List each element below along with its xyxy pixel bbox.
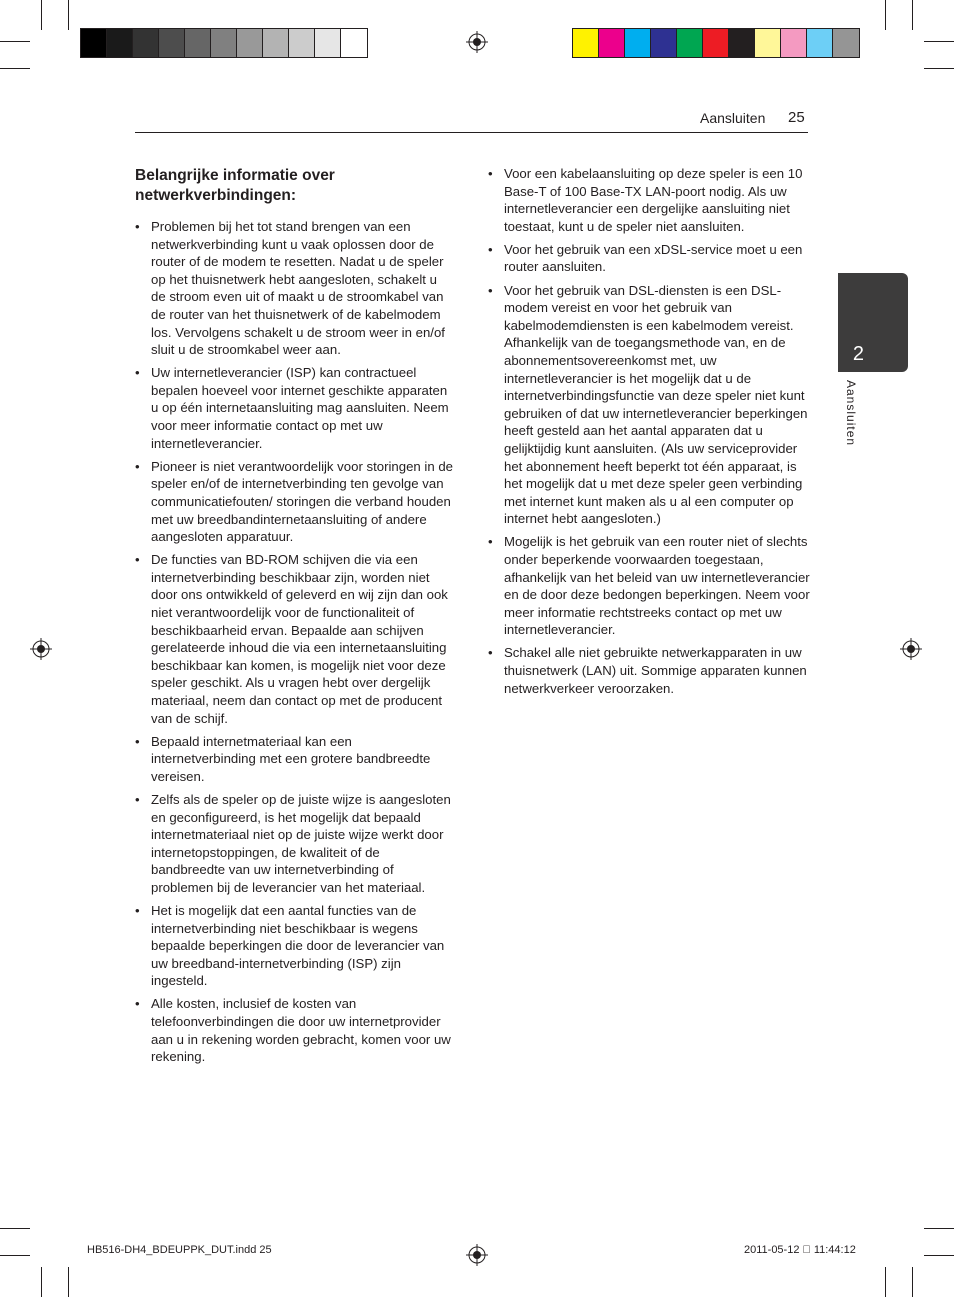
list-item: [488, 165, 810, 235]
registration-mark-icon: [30, 638, 52, 660]
color-swatch: [237, 29, 263, 57]
color-swatch: [289, 29, 315, 57]
color-swatch: [107, 29, 133, 57]
color-swatch: [211, 29, 237, 57]
bullet-icon: •: [488, 534, 493, 550]
bullet-icon: •: [135, 902, 140, 918]
registration-mark-icon: [466, 1244, 488, 1266]
list-item: [488, 241, 810, 276]
bullet-icon: •: [135, 996, 140, 1012]
bullet-icon: •: [135, 219, 140, 234]
list-item: [135, 364, 455, 452]
footer-timestamp: 2011-05-12   11:44:12: [744, 1244, 856, 1256]
bullet-icon: •: [135, 791, 140, 807]
crop-mark: [924, 41, 954, 42]
right-bullet-list: [488, 165, 810, 703]
list-item-text: Alle kosten, inclusief de kosten van telefoonverbindingen die door uw internetprovider aan u in rekening worden gebracht, komen voor uw rekening.: [151, 996, 451, 1065]
color-swatch: [599, 29, 625, 57]
crop-mark: [885, 1267, 886, 1297]
crop-mark: [912, 0, 913, 30]
registration-mark-icon: [466, 31, 488, 53]
list-item-text: Voor een kabelaansluiting op deze speler is een 10 Base-T of 100 Base-TX LAN-poort nodig. Als uw internetleverancier een dergelijke aansluiting niet toestaat, kunt u de speler niet aansluiten.: [504, 166, 803, 234]
crop-mark: [68, 1267, 69, 1297]
process-color-bar: [572, 28, 860, 58]
crop-mark: [924, 1255, 954, 1256]
bullet-icon: •: [488, 166, 493, 181]
crop-mark: [924, 68, 954, 69]
chapter-tab: [838, 273, 908, 372]
list-item: [135, 791, 455, 897]
list-item: [488, 282, 810, 528]
list-item-text: Voor het gebruik van een xDSL-service moet u een router aansluiten.: [504, 241, 803, 275]
crop-mark: [0, 68, 30, 69]
crop-mark: [924, 1228, 954, 1229]
list-item-text: Zelfs als de speler op de juiste wijze is aangesloten en geconfigureerd, is het mogelijk dat bepaald internetmateriaal niet op de juiste wijze werkt door internetopstoppingen, de kwaliteit of de bandbreedte van uw internetverbinding of problemen bij de leverancier van het materiaal.: [151, 791, 451, 895]
bullet-icon: •: [135, 458, 140, 474]
bullet-icon: •: [135, 552, 140, 568]
color-swatch: [625, 29, 651, 57]
list-item: [488, 644, 810, 697]
bullet-icon: •: [135, 733, 140, 749]
footer-file-info: HB516-DH4_BDEUPPK_DUT.indd 25: [87, 1244, 272, 1256]
header-divider: [135, 132, 808, 133]
crop-mark: [41, 0, 42, 30]
chapter-number: 2: [852, 343, 864, 365]
bullet-icon: •: [488, 241, 493, 257]
color-swatch: [133, 29, 159, 57]
color-swatch: [159, 29, 185, 57]
list-item: [135, 902, 455, 990]
color-swatch: [807, 29, 833, 57]
crop-mark: [0, 1228, 30, 1229]
color-swatch: [263, 29, 289, 57]
list-item: [135, 551, 455, 727]
crop-mark: [0, 1255, 30, 1256]
crop-mark: [885, 0, 886, 30]
color-swatch: [651, 29, 677, 57]
list-item: [135, 733, 455, 786]
crop-mark: [68, 0, 69, 30]
list-item-text: Voor het gebruik van DSL-diensten is een DSL-modem vereist en voor het gebruik van kabelmodemdiensten is een kabelmodem vereist. Afhankelijk van de toegangsmethode van, en de abonnementsovereenkomst met, uw internetleverancier is het mogelijk dat u de internetverbindingsfunctie van deze speler niet kunt gebruiken of dat uw internetleverancier beperkingen heeft gesteld aan het aantal apparaten dat u gelijktijdig kunt aansluiten. (Als uw serviceprovider het abonnement heeft beperkt tot één apparaat, is het mogelijk dat u met deze speler geen verbinding met internet kunt maken als u al een computer op internet hebt aangesloten.): [504, 282, 808, 527]
running-header-title: Aansluiten: [700, 110, 766, 126]
color-swatch: [573, 29, 599, 57]
color-swatch: [185, 29, 211, 57]
list-item: [135, 218, 455, 359]
list-item-text: Uw internetleverancier (ISP) kan contractueel bepalen hoeveel voor internet geschikte apparaten u op één internetaansluiting mag aansluiten. Neem voor meer informatie contact op met uw internetleverancier.: [151, 365, 449, 451]
section-heading: Belangrijke informatie over netwerkverbindingen:: [135, 167, 335, 204]
color-swatch: [755, 29, 781, 57]
list-item-text: Problemen bij het tot stand brengen van een netwerkverbinding kunt u vaak oplossen door de router of de modem te resetten. Nadat u de speler op het thuisnetwerk hebt aangesloten, schakelt u de stroom even uit of maakt u de stroomkabel van de router van het thuisnetwerk of de kabelmodem los. Vervolgens schakelt u de stroom weer in en/of sluit u de stroomkabel weer aan.: [151, 219, 445, 358]
bullet-icon: •: [488, 282, 493, 298]
list-item-text: De functies van BD-ROM schijven die via een internetverbinding beschikbaar zijn, worden niet door ons ontwikkeld of geleverd en wij zijn dan ook niet verantwoordelijk voor de functionaliteit of beschikbaarheid ervan. Bepaalde aan schijven gerelateerde inhoud die via een internetaansluiting beschikbaar kan komen, is mogelijk niet voor deze speler geschikt. Als u vragen hebt over dergelijk materiaal, neem dan contact op met de producent van de schijf.: [151, 552, 448, 726]
list-item-text: Het is mogelijk dat een aantal functies van de internetverbinding niet beschikbaar is wegens bepaalde beperkingen die door de leverancier van uw breedband-internetverbinding (ISP) zijn ingesteld.: [151, 902, 445, 989]
bullet-icon: •: [135, 365, 140, 381]
color-swatch: [341, 29, 367, 57]
page-number: 25: [788, 109, 805, 126]
color-swatch: [781, 29, 807, 57]
list-item-text: Schakel alle niet gebruikte netwerkapparaten in uw thuisnetwerk (LAN) uit. Sommige apparaten kunnen netwerkverkeer veroorzaken.: [504, 645, 807, 696]
crop-mark: [912, 1267, 913, 1297]
chapter-tab-label: Aansluiten: [844, 380, 858, 447]
color-swatch: [833, 29, 859, 57]
color-swatch: [729, 29, 755, 57]
list-item: [488, 533, 810, 639]
bullet-icon: •: [488, 645, 493, 661]
list-item: [135, 458, 455, 546]
left-bullet-list: [135, 218, 455, 1071]
list-item-text: Bepaald internetmateriaal kan een internetverbinding met een grotere bandbreedte vereisen.: [151, 733, 431, 784]
list-item: [135, 995, 455, 1065]
color-swatch: [703, 29, 729, 57]
grayscale-color-bar: [80, 28, 368, 58]
color-swatch: [677, 29, 703, 57]
registration-mark-icon: [900, 638, 922, 660]
list-item-text: Mogelijk is het gebruik van een router niet of slechts onder beperkende voorwaarden toegestaan, afhankelijk van het beleid van uw internetleverancier en de door deze bedongen beperkingen. Neem voor meer informatie rechtstreeks contact op met uw internetleverancier.: [504, 534, 810, 638]
color-swatch: [81, 29, 107, 57]
crop-mark: [0, 41, 30, 42]
crop-mark: [41, 1267, 42, 1297]
list-item-text: Pioneer is niet verantwoordelijk voor storingen in de speler en/of de internetverbinding ten gevolge van communicatiefouten/ storingen die verband houden met uw breedbandinternetaansluiting of andere aangesloten apparatuur.: [151, 458, 454, 545]
color-swatch: [315, 29, 341, 57]
